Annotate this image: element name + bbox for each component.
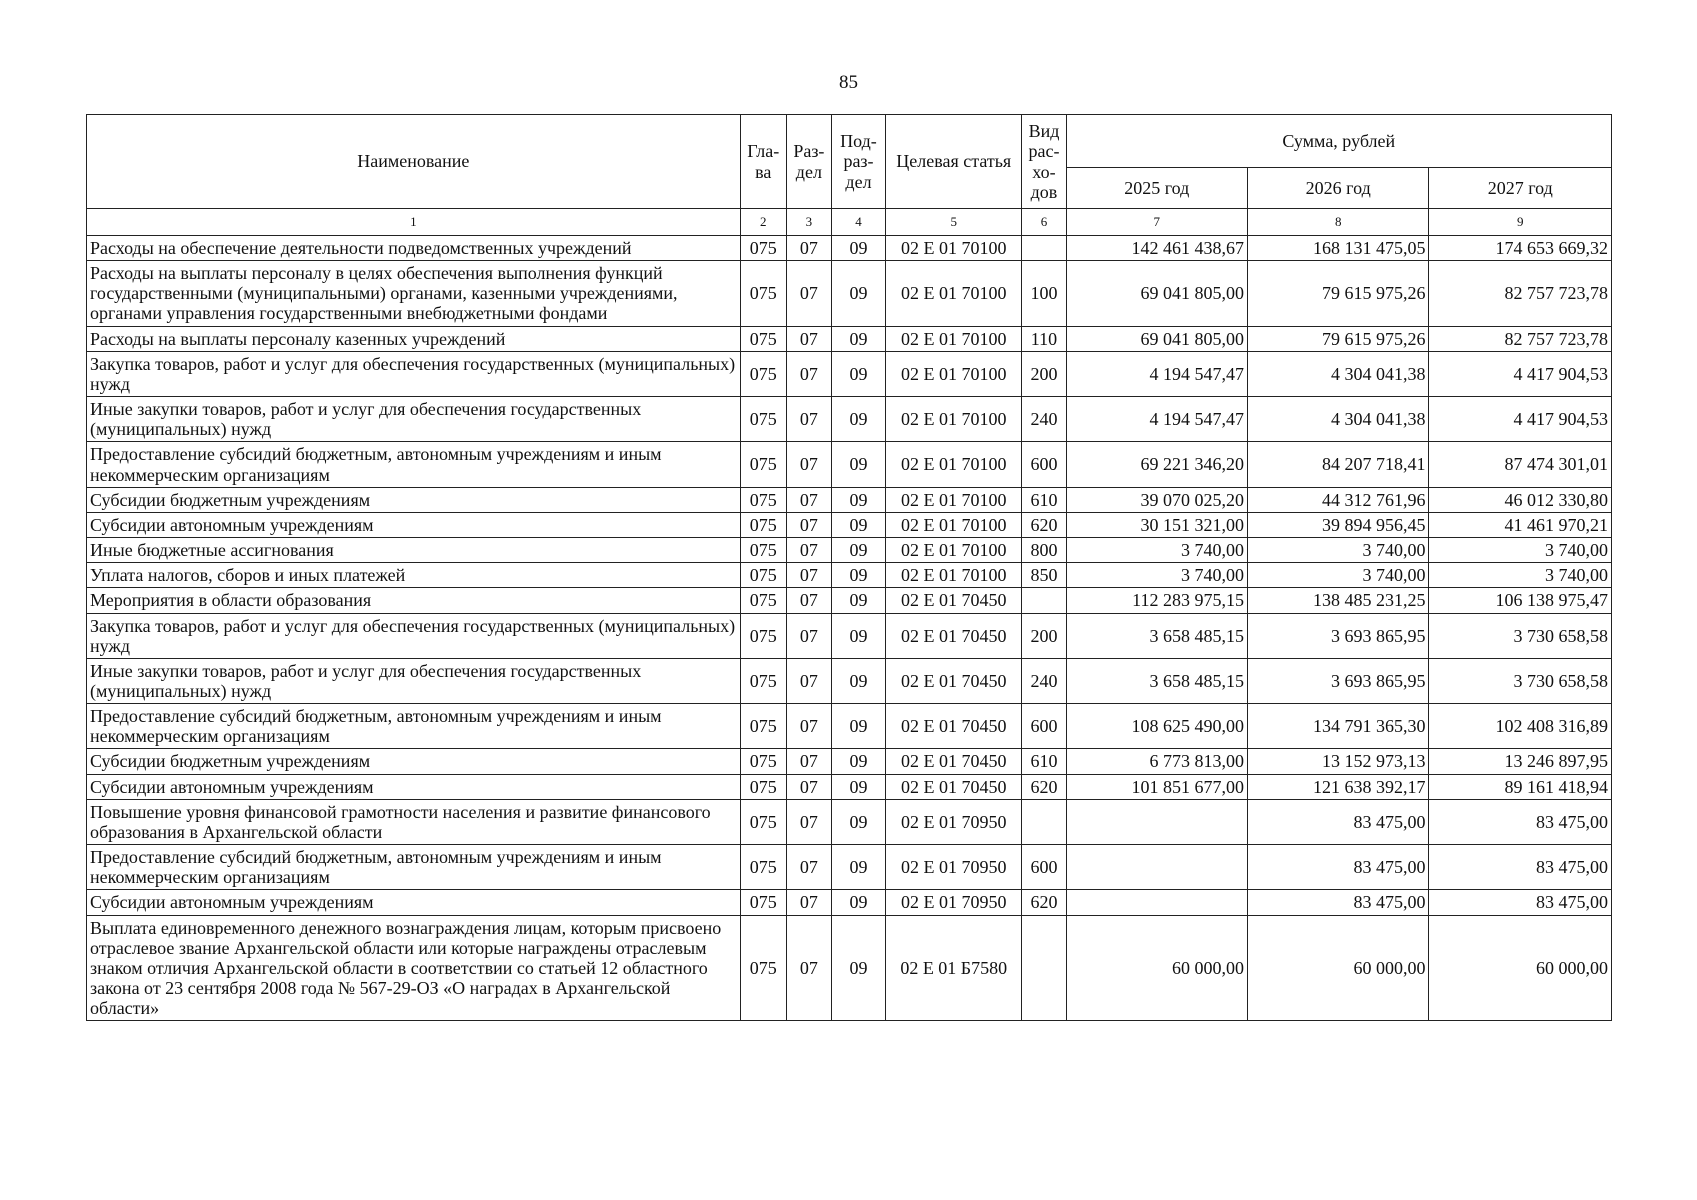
- column-number: 2: [740, 209, 786, 236]
- table-row: [87, 326, 1612, 351]
- row-vid-rashodov: [1022, 588, 1066, 613]
- header-vid-rashodov: Вид рас-хо-дов: [1022, 115, 1066, 209]
- row-name: Выплата единовременного денежного вознаграждения лицам, которым присвоено отраслевое звание Архангельской области или которые награждены отраслевым знаком отличия Архангельской области в соответствии со статьей 12 областного закона от 23 сентября 2008 года № 567-29-ОЗ «О наградах в Архангельской области»: [87, 915, 741, 1021]
- table-row: [87, 890, 1612, 915]
- header-glava: Гла-ва: [740, 115, 786, 209]
- row-podrazdel: 09: [831, 236, 885, 261]
- table-row: [87, 704, 1612, 749]
- row-razdel: 07: [786, 442, 831, 487]
- row-podrazdel: 09: [831, 261, 885, 326]
- row-glava: 075: [740, 890, 786, 915]
- row-sum-2027: 87 474 301,01: [1429, 442, 1612, 487]
- row-celevaya-statya: 02 Е 01 70100: [886, 326, 1022, 351]
- row-sum-2026: 83 475,00: [1247, 845, 1428, 890]
- row-sum-2025: [1066, 890, 1247, 915]
- table-row: [87, 613, 1612, 658]
- row-celevaya-statya: 02 Е 01 70450: [886, 613, 1022, 658]
- row-sum-2026: 121 638 392,17: [1247, 774, 1428, 799]
- row-glava: 075: [740, 774, 786, 799]
- row-sum-2025: 69 221 346,20: [1066, 442, 1247, 487]
- row-podrazdel: 09: [831, 397, 885, 442]
- row-podrazdel: 09: [831, 890, 885, 915]
- row-glava: 075: [740, 704, 786, 749]
- row-name: Повышение уровня финансовой грамотности населения и развитие финансового образования в Архангельской области: [87, 799, 741, 844]
- row-celevaya-statya: 02 Е 01 70450: [886, 658, 1022, 703]
- row-sum-2026: 3 740,00: [1247, 538, 1428, 563]
- row-sum-2025: 4 194 547,47: [1066, 351, 1247, 396]
- row-vid-rashodov: 850: [1022, 563, 1066, 588]
- row-name: Иные закупки товаров, работ и услуг для обеспечения государственных (муниципальных) нужд: [87, 658, 741, 703]
- row-razdel: 07: [786, 774, 831, 799]
- row-razdel: 07: [786, 588, 831, 613]
- row-name: Предоставление субсидий бюджетным, автономным учреждениям и иным некоммерческим организациям: [87, 442, 741, 487]
- table-row: [87, 799, 1612, 844]
- row-razdel: 07: [786, 538, 831, 563]
- row-vid-rashodov: 110: [1022, 326, 1066, 351]
- row-vid-rashodov: 620: [1022, 774, 1066, 799]
- row-glava: 075: [740, 563, 786, 588]
- row-sum-2027: 3 740,00: [1429, 563, 1612, 588]
- row-sum-2025: 6 773 813,00: [1066, 749, 1247, 774]
- row-podrazdel: 09: [831, 563, 885, 588]
- page-number: 85: [839, 72, 858, 93]
- row-name: Расходы на выплаты персоналу казенных учреждений: [87, 326, 741, 351]
- row-sum-2025: 3 658 485,15: [1066, 658, 1247, 703]
- row-name: Субсидии автономным учреждениям: [87, 774, 741, 799]
- row-sum-2026: 44 312 761,96: [1247, 487, 1428, 512]
- column-number: 6: [1022, 209, 1066, 236]
- row-sum-2027: 102 408 316,89: [1429, 704, 1612, 749]
- header-podrazdel: Под-раз-дел: [831, 115, 885, 209]
- row-sum-2027: 46 012 330,80: [1429, 487, 1612, 512]
- row-sum-2026: 3 693 865,95: [1247, 613, 1428, 658]
- budget-table: [86, 114, 1612, 1021]
- row-podrazdel: 09: [831, 538, 885, 563]
- row-vid-rashodov: 600: [1022, 845, 1066, 890]
- row-sum-2027: 60 000,00: [1429, 915, 1612, 1021]
- row-podrazdel: 09: [831, 799, 885, 844]
- header-name: Наименование: [87, 115, 741, 209]
- row-podrazdel: 09: [831, 704, 885, 749]
- table-row: [87, 845, 1612, 890]
- row-name: Расходы на выплаты персоналу в целях обеспечения выполнения функций государственными (муниципальными) органами, казенными учреждениями, органами управления государственными внебюджетными фондами: [87, 261, 741, 326]
- row-sum-2025: 30 151 321,00: [1066, 512, 1247, 537]
- row-name: Мероприятия в области образования: [87, 588, 741, 613]
- row-glava: 075: [740, 538, 786, 563]
- row-celevaya-statya: 02 Е 01 Б7580: [886, 915, 1022, 1021]
- row-sum-2026: 60 000,00: [1247, 915, 1428, 1021]
- row-podrazdel: 09: [831, 487, 885, 512]
- row-glava: 075: [740, 845, 786, 890]
- column-number: 1: [87, 209, 741, 236]
- row-razdel: 07: [786, 890, 831, 915]
- row-celevaya-statya: 02 Е 01 70100: [886, 351, 1022, 396]
- row-sum-2027: 13 246 897,95: [1429, 749, 1612, 774]
- row-celevaya-statya: 02 Е 01 70100: [886, 236, 1022, 261]
- row-vid-rashodov: 620: [1022, 890, 1066, 915]
- row-sum-2027: 106 138 975,47: [1429, 588, 1612, 613]
- row-podrazdel: 09: [831, 915, 885, 1021]
- row-sum-2026: 83 475,00: [1247, 799, 1428, 844]
- row-sum-2026: 4 304 041,38: [1247, 397, 1428, 442]
- row-sum-2025: 39 070 025,20: [1066, 487, 1247, 512]
- row-name: Предоставление субсидий бюджетным, автономным учреждениям и иным некоммерческим организациям: [87, 704, 741, 749]
- column-number: 3: [786, 209, 831, 236]
- row-sum-2026: 39 894 956,45: [1247, 512, 1428, 537]
- row-vid-rashodov: 610: [1022, 749, 1066, 774]
- row-sum-2026: 79 615 975,26: [1247, 326, 1428, 351]
- row-razdel: 07: [786, 397, 831, 442]
- column-number: 9: [1429, 209, 1612, 236]
- row-celevaya-statya: 02 Е 01 70100: [886, 563, 1022, 588]
- row-name: Иные бюджетные ассигнования: [87, 538, 741, 563]
- row-vid-rashodov: 610: [1022, 487, 1066, 512]
- row-razdel: 07: [786, 613, 831, 658]
- row-sum-2026: 168 131 475,05: [1247, 236, 1428, 261]
- row-vid-rashodov: 240: [1022, 658, 1066, 703]
- row-sum-2027: 4 417 904,53: [1429, 397, 1612, 442]
- row-glava: 075: [740, 236, 786, 261]
- row-name: Уплата налогов, сборов и иных платежей: [87, 563, 741, 588]
- row-razdel: 07: [786, 512, 831, 537]
- row-sum-2027: 83 475,00: [1429, 890, 1612, 915]
- row-sum-2026: 4 304 041,38: [1247, 351, 1428, 396]
- row-sum-2027: 83 475,00: [1429, 799, 1612, 844]
- row-vid-rashodov: 800: [1022, 538, 1066, 563]
- table-row: [87, 588, 1612, 613]
- header-razdel: Раз-дел: [786, 115, 831, 209]
- row-celevaya-statya: 02 Е 01 70100: [886, 538, 1022, 563]
- row-glava: 075: [740, 442, 786, 487]
- row-sum-2026: 83 475,00: [1247, 890, 1428, 915]
- row-sum-2025: 69 041 805,00: [1066, 326, 1247, 351]
- table-row: [87, 487, 1612, 512]
- header-year-2025: 2025 год: [1066, 168, 1247, 209]
- row-sum-2025: 69 041 805,00: [1066, 261, 1247, 326]
- row-name: Расходы на обеспечение деятельности подведомственных учреждений: [87, 236, 741, 261]
- row-glava: 075: [740, 588, 786, 613]
- row-podrazdel: 09: [831, 658, 885, 703]
- row-sum-2027: 4 417 904,53: [1429, 351, 1612, 396]
- table-header: [87, 115, 1612, 236]
- table-row: [87, 351, 1612, 396]
- column-number: 8: [1247, 209, 1428, 236]
- row-name: Субсидии автономным учреждениям: [87, 890, 741, 915]
- row-sum-2025: 4 194 547,47: [1066, 397, 1247, 442]
- row-celevaya-statya: 02 Е 01 70450: [886, 588, 1022, 613]
- row-glava: 075: [740, 658, 786, 703]
- header-celevaya-statya: Целевая статья: [886, 115, 1022, 209]
- row-razdel: 07: [786, 326, 831, 351]
- row-podrazdel: 09: [831, 512, 885, 537]
- row-celevaya-statya: 02 Е 01 70100: [886, 397, 1022, 442]
- row-sum-2027: 3 730 658,58: [1429, 613, 1612, 658]
- row-glava: 075: [740, 261, 786, 326]
- row-name: Предоставление субсидий бюджетным, автономным учреждениям и иным некоммерческим организациям: [87, 845, 741, 890]
- row-razdel: 07: [786, 351, 831, 396]
- row-celevaya-statya: 02 Е 01 70450: [886, 774, 1022, 799]
- table-row: [87, 397, 1612, 442]
- row-podrazdel: 09: [831, 845, 885, 890]
- row-glava: 075: [740, 397, 786, 442]
- row-sum-2025: 3 658 485,15: [1066, 613, 1247, 658]
- row-podrazdel: 09: [831, 588, 885, 613]
- row-sum-2025: 101 851 677,00: [1066, 774, 1247, 799]
- row-sum-2025: 142 461 438,67: [1066, 236, 1247, 261]
- table-row: [87, 538, 1612, 563]
- table-row: [87, 658, 1612, 703]
- row-podrazdel: 09: [831, 326, 885, 351]
- row-podrazdel: 09: [831, 749, 885, 774]
- row-vid-rashodov: [1022, 799, 1066, 844]
- row-glava: 075: [740, 487, 786, 512]
- row-celevaya-statya: 02 Е 01 70950: [886, 845, 1022, 890]
- row-celevaya-statya: 02 Е 01 70450: [886, 749, 1022, 774]
- row-name: Субсидии автономным учреждениям: [87, 512, 741, 537]
- row-vid-rashodov: 200: [1022, 613, 1066, 658]
- table-row: [87, 236, 1612, 261]
- row-glava: 075: [740, 915, 786, 1021]
- row-celevaya-statya: 02 Е 01 70100: [886, 442, 1022, 487]
- row-vid-rashodov: 240: [1022, 397, 1066, 442]
- row-vid-rashodov: 600: [1022, 704, 1066, 749]
- table-row: [87, 774, 1612, 799]
- row-sum-2026: 79 615 975,26: [1247, 261, 1428, 326]
- row-sum-2026: 134 791 365,30: [1247, 704, 1428, 749]
- row-sum-2025: 3 740,00: [1066, 538, 1247, 563]
- row-vid-rashodov: 620: [1022, 512, 1066, 537]
- row-vid-rashodov: [1022, 915, 1066, 1021]
- table-row: [87, 261, 1612, 326]
- column-number: 5: [886, 209, 1022, 236]
- row-vid-rashodov: 100: [1022, 261, 1066, 326]
- row-sum-2025: 60 000,00: [1066, 915, 1247, 1021]
- row-celevaya-statya: 02 Е 01 70100: [886, 261, 1022, 326]
- row-sum-2026: 3 740,00: [1247, 563, 1428, 588]
- row-name: Субсидии бюджетным учреждениям: [87, 487, 741, 512]
- row-sum-2026: 138 485 231,25: [1247, 588, 1428, 613]
- row-razdel: 07: [786, 563, 831, 588]
- row-sum-2026: 84 207 718,41: [1247, 442, 1428, 487]
- row-sum-2027: 82 757 723,78: [1429, 261, 1612, 326]
- row-podrazdel: 09: [831, 351, 885, 396]
- row-razdel: 07: [786, 261, 831, 326]
- table-row: [87, 442, 1612, 487]
- row-razdel: 07: [786, 236, 831, 261]
- row-celevaya-statya: 02 Е 01 70100: [886, 512, 1022, 537]
- row-sum-2027: 89 161 418,94: [1429, 774, 1612, 799]
- column-number: 4: [831, 209, 885, 236]
- row-glava: 075: [740, 799, 786, 844]
- row-sum-2027: 3 730 658,58: [1429, 658, 1612, 703]
- column-number-row: [87, 209, 1612, 236]
- row-glava: 075: [740, 613, 786, 658]
- row-sum-2027: 83 475,00: [1429, 845, 1612, 890]
- table-row: [87, 915, 1612, 1021]
- row-podrazdel: 09: [831, 613, 885, 658]
- row-razdel: 07: [786, 915, 831, 1021]
- row-name: Иные закупки товаров, работ и услуг для обеспечения государственных (муниципальных) нужд: [87, 397, 741, 442]
- row-sum-2025: [1066, 845, 1247, 890]
- row-razdel: 07: [786, 749, 831, 774]
- row-sum-2025: [1066, 799, 1247, 844]
- row-sum-2027: 174 653 669,32: [1429, 236, 1612, 261]
- row-vid-rashodov: 200: [1022, 351, 1066, 396]
- row-razdel: 07: [786, 487, 831, 512]
- row-sum-2027: 3 740,00: [1429, 538, 1612, 563]
- row-glava: 075: [740, 351, 786, 396]
- row-razdel: 07: [786, 845, 831, 890]
- row-name: Субсидии бюджетным учреждениям: [87, 749, 741, 774]
- row-glava: 075: [740, 326, 786, 351]
- row-razdel: 07: [786, 658, 831, 703]
- row-celevaya-statya: 02 Е 01 70950: [886, 890, 1022, 915]
- table-row: [87, 512, 1612, 537]
- row-sum-2026: 3 693 865,95: [1247, 658, 1428, 703]
- row-glava: 075: [740, 512, 786, 537]
- row-celevaya-statya: 02 Е 01 70450: [886, 704, 1022, 749]
- table-body: [87, 236, 1612, 1021]
- column-number: 7: [1066, 209, 1247, 236]
- header-year-2027: 2027 год: [1429, 168, 1612, 209]
- row-razdel: 07: [786, 704, 831, 749]
- row-razdel: 07: [786, 799, 831, 844]
- table-row: [87, 749, 1612, 774]
- row-sum-2025: 108 625 490,00: [1066, 704, 1247, 749]
- header-year-2026: 2026 год: [1247, 168, 1428, 209]
- table-row: [87, 563, 1612, 588]
- row-vid-rashodov: [1022, 236, 1066, 261]
- row-sum-2025: 3 740,00: [1066, 563, 1247, 588]
- row-podrazdel: 09: [831, 774, 885, 799]
- row-celevaya-statya: 02 Е 01 70950: [886, 799, 1022, 844]
- row-sum-2025: 112 283 975,15: [1066, 588, 1247, 613]
- row-celevaya-statya: 02 Е 01 70100: [886, 487, 1022, 512]
- row-podrazdel: 09: [831, 442, 885, 487]
- row-sum-2027: 41 461 970,21: [1429, 512, 1612, 537]
- row-name: Закупка товаров, работ и услуг для обеспечения государственных (муниципальных) нужд: [87, 613, 741, 658]
- row-sum-2026: 13 152 973,13: [1247, 749, 1428, 774]
- header-summa: Сумма, рублей: [1066, 115, 1611, 168]
- row-name: Закупка товаров, работ и услуг для обеспечения государственных (муниципальных) нужд: [87, 351, 741, 396]
- row-glava: 075: [740, 749, 786, 774]
- row-vid-rashodov: 600: [1022, 442, 1066, 487]
- row-sum-2027: 82 757 723,78: [1429, 326, 1612, 351]
